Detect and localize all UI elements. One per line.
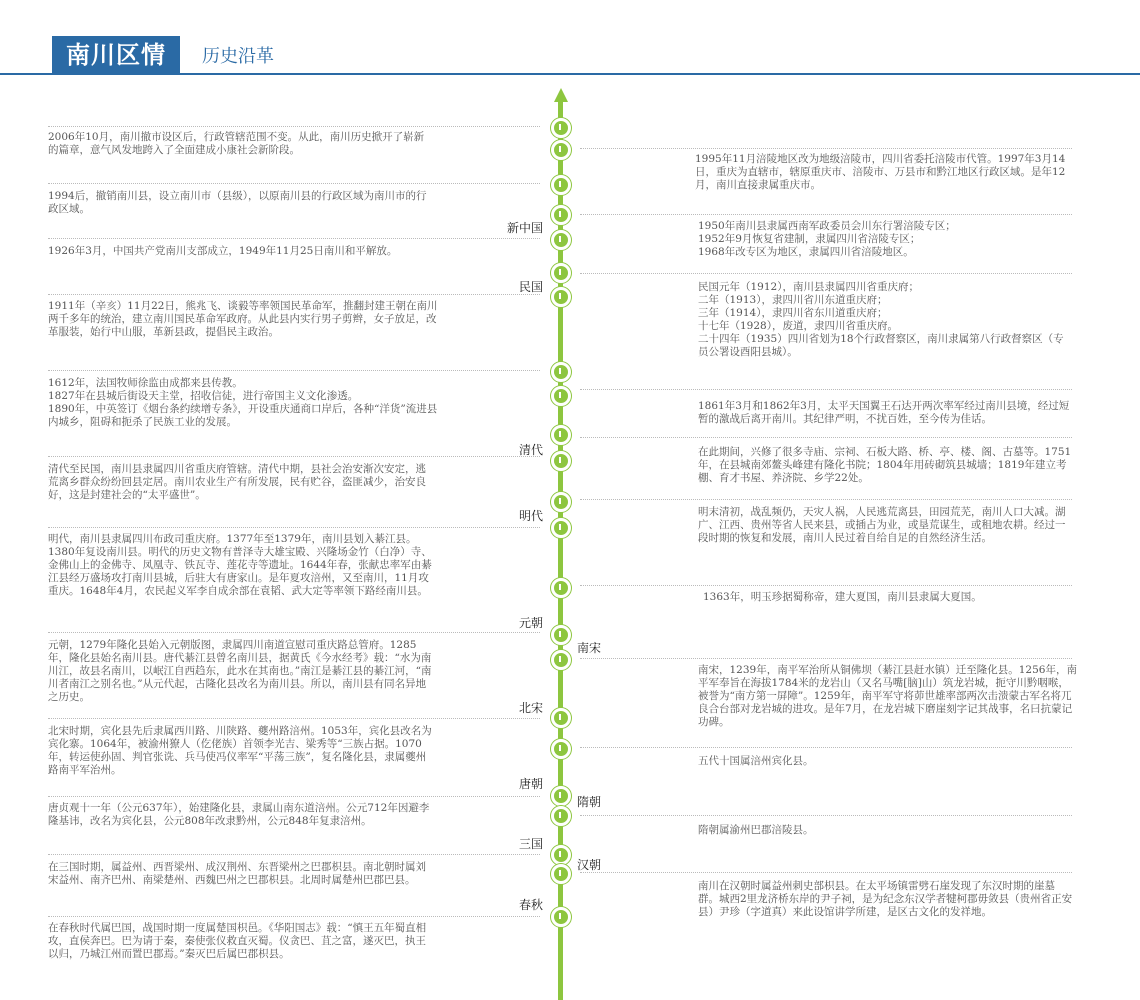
right-entry-1950: 1950年南川县隶属西南军政委员会川东行署涪陵专区； 1952年9月恢复省建制，隶属四川省涪陵专区； 1968年改专区为地区，隶属四川省涪陵地区。	[698, 220, 956, 258]
right-entry-nansong: 南宋，1239年，南平军治所从铜佛坝（綦江县赶水镇）迁至隆化县。1256年，南平军奉旨在海拔1784米的龙岩山（又名马嘴[脑]山）筑龙岩城，扼守川黔咽喉，被誉为“南方第一屏障”。1259年，南平军守将茆世雄率部两次击溃蒙古军名将兀良合台部对龙岩城的进攻。是年7月，在龙岩城下磨崖刻字记其战事，名曰抗蒙记功碑。	[698, 664, 1077, 728]
era-label-sanguo: 三国	[518, 837, 543, 851]
timeline-dot-icon	[551, 518, 571, 538]
timeline-dot-icon	[551, 118, 571, 138]
timeline-dot-icon	[551, 205, 571, 225]
left-entry-qing: 清代至民国，南川县隶属四川省重庆府管辖。清代中期，县社会治安渐次安定，逃荒离乡群众纷纷回县定居。南川农业生产有所发展，民有贮谷，盗匪减少，治安良好，这是封建社会的“太平盛世”。	[48, 463, 426, 501]
right-separator	[580, 148, 1072, 149]
left-entry-chunqiu: 在春秋时代属巴国，战国时期一度属楚国枳邑。《华阳国志》载：“慎王五年蜀直相攻，直侯奔巴。巴为请于秦，秦使张仪救直灭蜀。仪贪巴、苴之富，遂灭巴，执王以归，乃城江州而置巴郡焉。”秦灭巴后属巴郡枳县。	[48, 922, 427, 960]
left-separator	[48, 456, 540, 457]
right-separator	[580, 499, 1072, 500]
left-entry-beisong: 北宋时期，宾化县先后隶属西川路、川陕路、夔州路涪州。1053年，宾化县改名为宾化寨。1064年，被渝州獠人（仡佬族）首领李光吉、梁秀等“三族占据。1070年，转运使孙固、判官张诜、兵马使冯仪率军“平荡三族”，复名隆化县，隶属夔州路南平军治州。	[48, 725, 432, 776]
era-label-sui: 隋朝	[577, 795, 602, 809]
left-separator	[48, 796, 540, 797]
arrow-up-icon	[554, 88, 568, 102]
left-entry-1926: 1926年3月，中国共产党南川支部成立，1949年11月25日南川和平解放。	[48, 245, 398, 257]
left-entry-sanguo: 在三国时期，属益州、西晋梁州、成汉荆州、东晋梁州之巴郡枳县。南北朝时属刘宋益州、南齐巴州、南梁楚州、西魏巴州之巴郡枳县。北周时属楚州巴郡巴县。	[48, 861, 426, 886]
left-entry-ming: 明代，南川县隶属四川布政司重庆府。1377年至1379年，南川县划入綦江县。1380年复设南川县。明代的历史文物有普泽寺大雄宝殿、兴隆场金竹（白净）寺、金佛山上的金佛寺、凤凰寺、铁瓦寺、莲花寺等遗址。1644年春，张献忠率军由綦江县经万盛场攻打南川县城，后驻大有唐家山。是年夏攻涪州，又至南川，11月攻重庆。1648年4月，农民起义军李自成余部在袁韬、武大定等率领下路经南川县。	[48, 533, 432, 597]
era-label-xinzhongguo: 新中国	[506, 221, 543, 235]
right-entry-mingmo: 明末清初，战乱频仍，天灾人祸，人民逃荒离县，田园荒芜，南川人口大减。湖广、江西、贵州等省人民来县，或插占为业，或垦荒谋生，或租地农耕。经过一段时期的恢复和发展，南川人民过着自给自足的自然经济生活。	[698, 506, 1066, 544]
timeline-dot-icon	[551, 451, 571, 471]
timeline-dot-icon	[551, 625, 571, 645]
right-separator	[580, 389, 1072, 390]
timeline-dot-icon	[551, 175, 571, 195]
right-entry-han: 南川在汉朝时属益州刺史部枳县。在太平场镇雷劈石崖发现了东汉时期的崖墓群。城西2里龙济桥东岸的尹子祠，是为纪念东汉学者犍柯郡毋敛县（贵州省正安县）尹珍（字道真）来此设馆讲学所建，是区古文化的发祥地。	[698, 880, 1073, 918]
era-label-han: 汉朝	[577, 858, 602, 872]
timeline-dot-icon	[551, 362, 571, 382]
era-label-tang: 唐朝	[518, 777, 543, 791]
left-entry-2006: 2006年10月，南川撤市设区后，行政管辖范围不变。从此，南川历史掀开了崭新的篇章，意气风发地跨入了全面建成小康社会新阶段。	[48, 131, 425, 156]
right-separator	[580, 747, 1072, 748]
timeline-dot-icon	[551, 864, 571, 884]
left-entry-yuan: 元朝，1279年隆化县始入元朝版图，隶属四川南道宣慰司重庆路总管府。1285年，隆化县始名南川县。唐代綦江县曾名南川县，据黄氏《今水经考》载：“水为南川江，故县名南川，以岷江自西趋东，此水在其南也。”南江是綦江县的綦江河，“南川者南江之别名也。”从元代起，古隆化县改名为南川县。所以，南川县有同名异地之历史。	[48, 639, 432, 703]
left-entry-1911: 1911年（辛亥）11月22日，熊兆飞、谈毅等率领国民革命军，推翻封建王朝在南川两千多年的统治，建立南川国民革命军政府。从此县内实行男子剪辫，女子放足，改革服装，始行中山服，革新县政，提倡民主政治。	[48, 300, 438, 338]
right-separator	[580, 872, 1072, 873]
right-separator	[580, 273, 1072, 274]
timeline-dot-icon	[551, 907, 571, 927]
right-separator	[580, 815, 1072, 816]
left-separator	[48, 916, 540, 917]
right-separator	[580, 437, 1072, 438]
timeline-dot-icon	[551, 806, 571, 826]
left-separator	[48, 632, 540, 633]
timeline-dot-icon	[551, 287, 571, 307]
left-separator	[48, 718, 540, 719]
era-label-beisong: 北宋	[518, 701, 543, 715]
left-separator	[48, 527, 540, 528]
timeline-dot-icon	[551, 708, 571, 728]
timeline-dot-icon	[551, 739, 571, 759]
left-separator	[48, 126, 540, 127]
era-label-ming: 明代	[518, 509, 543, 523]
timeline-dot-icon	[551, 492, 571, 512]
right-separator	[580, 214, 1072, 215]
right-separator	[580, 658, 1072, 659]
era-label-chunqiu: 春秋	[518, 898, 543, 912]
right-entry-1363: 1363年，明玉珍据蜀称帝，建大夏国，南川县隶属大夏国。	[703, 591, 982, 603]
page-subtitle: 历史沿革	[202, 46, 274, 67]
era-label-nansong: 南宋	[577, 641, 602, 655]
left-separator	[48, 854, 540, 855]
timeline-dot-icon	[551, 140, 571, 160]
right-separator	[580, 585, 1072, 586]
right-entry-sui: 隋朝属渝州巴郡涪陵县。	[698, 824, 814, 836]
left-entry-1994: 1994后，撤销南川县，设立南川市（县级），以原南川县的行政区域为南川市的行政区域。	[48, 190, 427, 215]
right-entry-minguo: 民国元年（1912），南川县隶属四川省重庆府； 二年（1913），隶四川省川东道重庆府； 三年（1914），隶四川省东川道重庆府； 十七年（1928），废道，隶四川省重庆府。 二十四年（1935）四川省划为18个行政督察区，南川隶属第八行政督察区（专员公署设酉阳县城）。	[698, 281, 1064, 358]
timeline-dot-icon	[551, 845, 571, 865]
timeline-dot-icon	[551, 786, 571, 806]
timeline-dot-icon	[551, 230, 571, 250]
right-entry-qing: 在此期间，兴修了很多寺庙、宗祠、石板大路、桥、亭、楼、阁、古墓等。1751年，在县城南郊鳌头峰建有隆化书院；1804年用砖砌筑县城墙；1819年建立考棚、育才书屋、养济院、乡学22处。	[698, 446, 1072, 484]
right-entry-1861: 1861年3月和1862年3月，太平天国翼王石达开两次率军经过南川县境，经过短暂的激战后离开南川。其纪律严明，不扰百姓，至今传为佳话。	[698, 400, 1070, 425]
timeline-dot-icon	[551, 578, 571, 598]
left-separator	[48, 238, 540, 239]
timeline-dot-icon	[551, 650, 571, 670]
left-separator	[48, 370, 540, 371]
timeline-dot-icon	[551, 263, 571, 283]
right-entry-wudai: 五代十国属涪州宾化县。	[698, 755, 814, 767]
left-entry-tang: 唐贞观十一年（公元637年），始建隆化县，隶属山南东道涪州。公元712年因避李隆基讳，改名为宾化县，公元808年改隶黔州，公元848年复隶涪州。	[48, 802, 430, 827]
left-entry-1612: 1612年，法国牧师徐监由成都来县传教。 1827年在县城后街设天主堂，招收信徒，进行帝国主义文化渗透。 1890年，中英签订《烟台条约续增专条》，开设重庆通商口岸后，各种“洋货”流进县内城乡，阻碍和扼杀了民族工业的发展。	[48, 377, 438, 428]
era-label-minguo: 民国	[518, 280, 543, 294]
era-label-qing: 清代	[518, 443, 543, 457]
page-title: 南川区情	[52, 36, 180, 74]
timeline-dot-icon	[551, 425, 571, 445]
right-entry-1995: 1995年11月涪陵地区改为地级涪陵市，四川省委托涪陵市代管。1997年3月14日，重庆为直辖市，辖原重庆市、涪陵市、万县市和黔江地区行政区域。是年12月，南川直接隶属重庆市。	[695, 153, 1066, 191]
left-separator	[48, 294, 540, 295]
left-separator	[48, 183, 540, 184]
era-label-yuan: 元朝	[518, 616, 543, 630]
timeline-dot-icon	[551, 386, 571, 406]
